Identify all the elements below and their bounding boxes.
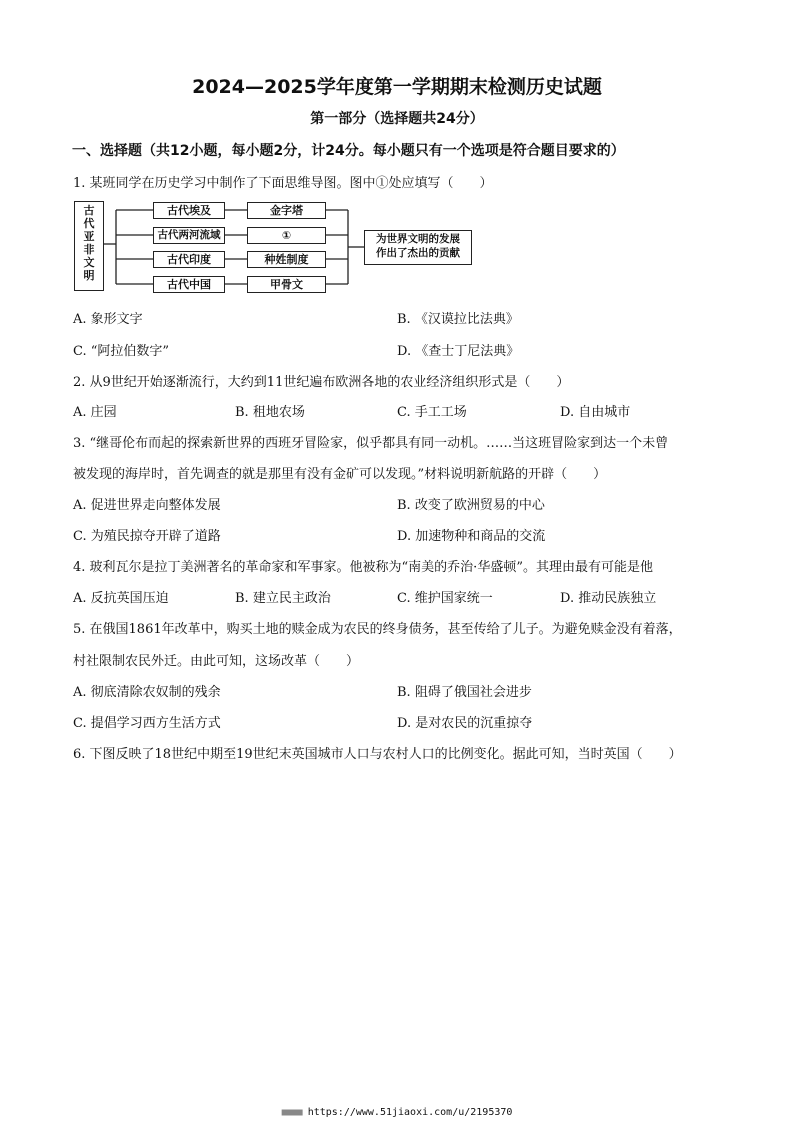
mind-map [74, 196, 474, 296]
q1-stem: 1. 某班同学在历史学习中制作了下面思维导图。图中①处应填写（ ） [73, 176, 493, 191]
part-heading: 第一部分（选择题共24分） [310, 111, 484, 127]
q1-option-d[interactable]: D. 《查士丁尼法典》 [397, 344, 520, 359]
q5-option-b[interactable]: B. 阻碍了俄国社会进步 [397, 685, 532, 700]
conclusion-line: 作出了杰出的贡献 [376, 247, 460, 259]
q6-stem: 6. 下图反映了18世纪中期至19世纪末英国城市人口与农村人口的比例变化。据此可知，当时英国（ ） [73, 747, 682, 762]
exam-title: 2024—2025学年度第一学期期末检测历史试题 [192, 76, 602, 98]
achievement-box: 甲骨文 [247, 276, 326, 293]
mind-map-conclusion [364, 230, 472, 265]
q5-option-a[interactable]: A. 彻底清除农奴制的残余 [73, 685, 221, 700]
q2-stem: 2. 从9世纪开始逐渐流行，大约到11世纪遍布欧洲各地的农业经济组织形式是（ ） [73, 375, 570, 390]
q3-option-a[interactable]: A. 促进世界走向整体发展 [73, 498, 221, 513]
achievement-box: 种姓制度 [247, 251, 326, 268]
civilization-box: 古代埃及 [153, 202, 225, 219]
section-heading: 一、选择题（共12小题，每小题2分，计24分。每小题只有一个选项是符合题目要求的） [72, 143, 625, 159]
root-char: 代 [83, 217, 95, 230]
q2-option-c[interactable]: C. 手工工场 [397, 405, 467, 420]
root-char: 亚 [83, 230, 95, 243]
q5-option-d[interactable]: D. 是对农民的沉重掠夺 [397, 716, 533, 731]
q2-option-b[interactable]: B. 租地农场 [235, 405, 305, 420]
footer-url[interactable]: https://www.51jiaoxi.com/u/2195370 [307, 1107, 513, 1118]
mind-map-root [74, 201, 104, 291]
q3-option-d[interactable]: D. 加速物种和商品的交流 [397, 529, 546, 544]
achievement-box-blank: ① [247, 227, 326, 244]
q1-option-c[interactable]: C. “阿拉伯数字” [73, 344, 170, 359]
q3-stem-line1: 3. “继哥伦布而起的探索新世界的西班牙冒险家，似乎都具有同一动机。……当这班冒险家到达一个未曾 [73, 436, 669, 451]
q4-stem: 4. 玻利瓦尔是拉丁美洲著名的革命家和军事家。他被称为“南美的乔治·华盛顿”。其理由最有可能是他 [73, 560, 653, 575]
q5-option-c[interactable]: C. 提倡学习西方生活方式 [73, 716, 221, 731]
q1-option-b[interactable]: B. 《汉谟拉比法典》 [397, 312, 519, 327]
root-char: 明 [83, 269, 95, 282]
achievement-box: 金字塔 [247, 202, 326, 219]
q2-option-d[interactable]: D. 自由城市 [560, 405, 631, 420]
site-logo: ■■■■ [281, 1107, 302, 1118]
q2-option-a[interactable]: A. 庄园 [73, 405, 117, 420]
q1-option-a[interactable]: A. 象形文字 [73, 312, 143, 327]
q5-stem-line1: 5. 在俄国1861年改革中，购买土地的赎金成为农民的终身债务，甚至传给了儿子。为避免赎金没有着落， [73, 622, 682, 637]
q3-stem-line2: 被发现的海岸时，首先调查的就是那里有没有金矿可以发现。”材料说明新航路的开辟（ ） [73, 467, 607, 482]
q4-option-d[interactable]: D. 推动民族独立 [560, 591, 657, 606]
civilization-box: 古代两河流域 [153, 227, 225, 244]
civilization-box: 古代印度 [153, 251, 225, 268]
q3-option-c[interactable]: C. 为殖民掠夺开辟了道路 [73, 529, 221, 544]
root-char: 文 [83, 256, 95, 269]
civilization-box: 古代中国 [153, 276, 225, 293]
q4-option-c[interactable]: C. 维护国家统一 [397, 591, 493, 606]
q4-option-a[interactable]: A. 反抗英国压迫 [73, 591, 169, 606]
root-char: 非 [83, 243, 95, 256]
q3-option-b[interactable]: B. 改变了欧洲贸易的中心 [397, 498, 545, 513]
page-footer [0, 1107, 794, 1118]
q5-stem-line2: 村社限制农民外迁。由此可知，这场改革（ ） [73, 654, 360, 669]
root-char: 古 [83, 204, 95, 217]
conclusion-line: 为世界文明的发展 [376, 233, 460, 245]
q4-option-b[interactable]: B. 建立民主政治 [235, 591, 331, 606]
